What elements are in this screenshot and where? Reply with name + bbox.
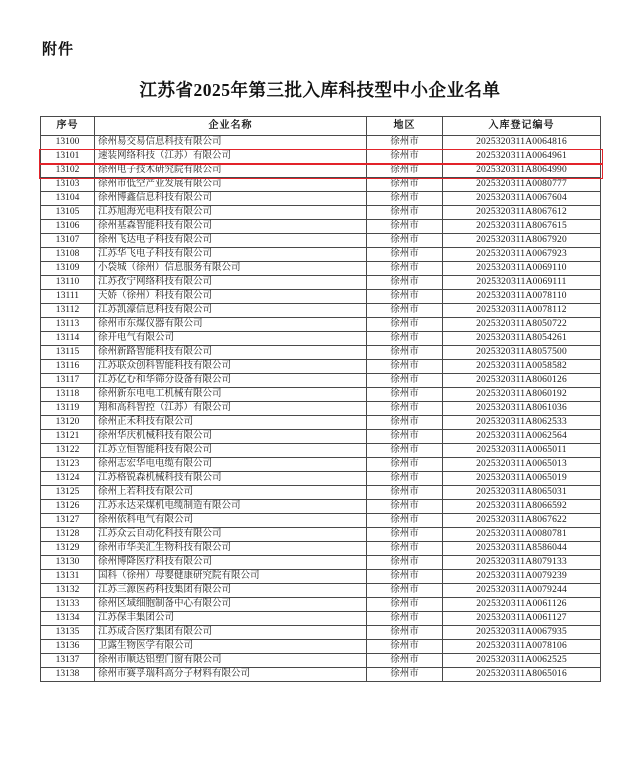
cell-code: 2025320311A0080777 [443,178,601,192]
cell-area: 徐州市 [367,332,443,346]
cell-code: 2025320311A8064990 [443,164,601,178]
cell-name: 江苏联众创科智能科技有限公司 [95,360,367,374]
cell-name: 徐州飞达电子科技有限公司 [95,234,367,248]
table-row [41,444,601,458]
cell-no: 13134 [41,612,95,626]
cell-no: 13113 [41,318,95,332]
table-row [41,416,601,430]
table-row [41,654,601,668]
table-row [41,262,601,276]
cell-area: 徐州市 [367,164,443,178]
cell-area: 徐州市 [367,178,443,192]
cell-code: 2025320311A0064816 [443,136,601,150]
cell-name: 徐州市华美汇生物科技有限公司 [95,542,367,556]
cell-name: 徐州志宏华电电缆有限公司 [95,458,367,472]
table-row [41,472,601,486]
cell-code: 2025320311A0067604 [443,192,601,206]
cell-name: 徐州博降医疗科技有限公司 [95,556,367,570]
cell-name: 徐州新东电电工机械有限公司 [95,388,367,402]
table-row [41,570,601,584]
table-row [41,514,601,528]
cell-area: 徐州市 [367,654,443,668]
cell-area: 徐州市 [367,374,443,388]
cell-name: 徐州市低空产业发展有限公司 [95,178,367,192]
cell-no: 13132 [41,584,95,598]
cell-area: 徐州市 [367,304,443,318]
cell-name: 江苏孜宁网络科技有限公司 [95,276,367,290]
cell-area: 徐州市 [367,192,443,206]
table-row [41,192,601,206]
table-row [41,486,601,500]
table-header-row [41,117,601,136]
cell-area: 徐州市 [367,472,443,486]
cell-no: 13129 [41,542,95,556]
cell-area: 徐州市 [367,486,443,500]
cell-area: 徐州市 [367,150,443,164]
table-row [41,500,601,514]
cell-no: 13117 [41,374,95,388]
cell-no: 13101 [41,150,95,164]
cell-no: 13114 [41,332,95,346]
table-row [41,430,601,444]
cell-area: 徐州市 [367,556,443,570]
cell-name: 江苏立恒智能科技有限公司 [95,444,367,458]
table-row [41,234,601,248]
cell-code: 2025320311A8067615 [443,220,601,234]
enterprise-list-table [40,116,601,682]
attachment-label: 附件 [42,42,75,58]
table-row [41,626,601,640]
cell-code: 2025320311A0065011 [443,444,601,458]
cell-name: 江苏亿む和华筛分设备有限公司 [95,374,367,388]
cell-no: 13130 [41,556,95,570]
cell-name: 江苏凯濠信息科技有限公司 [95,304,367,318]
cell-code: 2025320311A0065019 [443,472,601,486]
cell-name: 徐开电气有限公司 [95,332,367,346]
cell-area: 徐州市 [367,402,443,416]
cell-no: 13110 [41,276,95,290]
column-header-name: 企业名称 [95,117,367,136]
cell-name: 江苏旭海光电科技有限公司 [95,206,367,220]
column-header-no: 序号 [41,117,95,136]
column-header-area: 地区 [367,117,443,136]
cell-code: 2025320311A8066592 [443,500,601,514]
cell-name: 江苏成合医疗集团有限公司 [95,626,367,640]
cell-area: 徐州市 [367,262,443,276]
cell-name: 徐州市赛孚瑞科高分子材料有限公司 [95,668,367,682]
cell-no: 13102 [41,164,95,178]
cell-no: 13106 [41,220,95,234]
cell-code: 2025320311A8050722 [443,318,601,332]
table-row [41,668,601,682]
cell-area: 徐州市 [367,528,443,542]
table-row [41,206,601,220]
cell-no: 13135 [41,626,95,640]
table-row [41,612,601,626]
cell-code: 2025320311A8062533 [443,416,601,430]
cell-no: 13103 [41,178,95,192]
cell-no: 13104 [41,192,95,206]
cell-code: 2025320311A0061127 [443,612,601,626]
cell-no: 13127 [41,514,95,528]
cell-name: 徐州市顺达铝塑门窗有限公司 [95,654,367,668]
cell-name: 徐州正禾科技有限公司 [95,416,367,430]
table-body [41,136,601,682]
cell-no: 13120 [41,416,95,430]
cell-name: 徐州易交易信息科技有限公司 [95,136,367,150]
cell-code: 2025320311A0062525 [443,654,601,668]
cell-area: 徐州市 [367,640,443,654]
cell-no: 13115 [41,346,95,360]
column-header-code: 入库登记编号 [443,117,601,136]
cell-no: 13112 [41,304,95,318]
table-row [41,346,601,360]
cell-code: 2025320311A8079133 [443,556,601,570]
cell-name: 江苏格锐森机械科技有限公司 [95,472,367,486]
cell-area: 徐州市 [367,444,443,458]
cell-code: 2025320311A0078110 [443,290,601,304]
cell-code: 2025320311A0069111 [443,276,601,290]
cell-code: 2025320311A0064961 [443,150,601,164]
table-row [41,276,601,290]
cell-area: 徐州市 [367,220,443,234]
cell-no: 13137 [41,654,95,668]
cell-code: 2025320311A8067612 [443,206,601,220]
cell-no: 13124 [41,472,95,486]
cell-area: 徐州市 [367,136,443,150]
table-row [41,528,601,542]
cell-name: 江苏众云自动化科技有限公司 [95,528,367,542]
cell-code: 2025320311A8065031 [443,486,601,500]
cell-no: 13138 [41,668,95,682]
cell-name: 徐州基森智能科技有限公司 [95,220,367,234]
cell-code: 2025320311A0078106 [443,640,601,654]
cell-no: 13108 [41,248,95,262]
cell-name: 小袋城（徐州）信息服务有限公司 [95,262,367,276]
cell-area: 徐州市 [367,500,443,514]
cell-area: 徐州市 [367,598,443,612]
cell-name: 徐州上若科技有限公司 [95,486,367,500]
table-row [41,304,601,318]
table-row [41,388,601,402]
cell-name: 徐州依科电气有限公司 [95,514,367,528]
cell-no: 13123 [41,458,95,472]
cell-area: 徐州市 [367,360,443,374]
cell-area: 徐州市 [367,276,443,290]
cell-name: 徐州华庆机械科技有限公司 [95,430,367,444]
cell-area: 徐州市 [367,206,443,220]
cell-name: 徐州区域细胞制备中心有限公司 [95,598,367,612]
table-row [41,178,601,192]
cell-no: 13111 [41,290,95,304]
cell-code: 2025320311A0067935 [443,626,601,640]
table-row [41,150,601,164]
cell-name: 江苏永达采煤机电缆制造有限公司 [95,500,367,514]
cell-code: 2025320311A8067622 [443,514,601,528]
table-row [41,318,601,332]
cell-no: 13116 [41,360,95,374]
cell-name: 江苏华飞电子科技有限公司 [95,248,367,262]
table-row [41,220,601,234]
table-row [41,164,601,178]
cell-area: 徐州市 [367,234,443,248]
cell-no: 13133 [41,598,95,612]
cell-code: 2025320311A0080781 [443,528,601,542]
cell-no: 13121 [41,430,95,444]
cell-code: 2025320311A0062564 [443,430,601,444]
cell-name: 卫露生物医学有限公司 [95,640,367,654]
cell-area: 徐州市 [367,584,443,598]
table-row [41,556,601,570]
cell-area: 徐州市 [367,388,443,402]
cell-no: 13136 [41,640,95,654]
cell-area: 徐州市 [367,542,443,556]
cell-area: 徐州市 [367,514,443,528]
cell-area: 徐州市 [367,570,443,584]
cell-name: 徐州电子技术研究院有限公司 [95,164,367,178]
cell-code: 2025320311A8060192 [443,388,601,402]
cell-code: 2025320311A0069110 [443,262,601,276]
cell-code: 2025320311A0079239 [443,570,601,584]
cell-area: 徐州市 [367,458,443,472]
cell-code: 2025320311A0065013 [443,458,601,472]
table-row [41,136,601,150]
page-title: 江苏省2025年第三批入库科技型中小企业名单 [139,80,501,100]
cell-code: 2025320311A8067920 [443,234,601,248]
cell-code: 2025320311A8065016 [443,668,601,682]
cell-area: 徐州市 [367,612,443,626]
cell-area: 徐州市 [367,668,443,682]
cell-area: 徐州市 [367,430,443,444]
table-row [41,248,601,262]
cell-area: 徐州市 [367,416,443,430]
table-row [41,640,601,654]
cell-no: 13119 [41,402,95,416]
cell-name: 速装网络科技（江苏）有限公司 [95,150,367,164]
cell-no: 13109 [41,262,95,276]
cell-code: 2025320311A8054261 [443,332,601,346]
cell-name: 江苏三源医药科技集团有限公司 [95,584,367,598]
cell-name: 天娇（徐州）科技有限公司 [95,290,367,304]
cell-code: 2025320311A8060126 [443,374,601,388]
table-row [41,458,601,472]
table-row [41,598,601,612]
cell-area: 徐州市 [367,248,443,262]
cell-name: 徐州市东煤仪器有限公司 [95,318,367,332]
cell-code: 2025320311A8057500 [443,346,601,360]
cell-no: 13100 [41,136,95,150]
table-row [41,290,601,304]
cell-area: 徐州市 [367,318,443,332]
cell-code: 2025320311A0079244 [443,584,601,598]
cell-code: 2025320311A0067923 [443,248,601,262]
table-row [41,402,601,416]
cell-area: 徐州市 [367,346,443,360]
table-row [41,360,601,374]
cell-code: 2025320311A0058582 [443,360,601,374]
cell-no: 13107 [41,234,95,248]
table-row [41,542,601,556]
cell-area: 徐州市 [367,290,443,304]
table-row [41,332,601,346]
cell-name: 江苏保丰集团公司 [95,612,367,626]
cell-code: 2025320311A8061036 [443,402,601,416]
cell-code: 2025320311A0061126 [443,598,601,612]
cell-no: 13105 [41,206,95,220]
cell-code: 2025320311A8586044 [443,542,601,556]
cell-name: 徐州新路智能科技有限公司 [95,346,367,360]
cell-area: 徐州市 [367,626,443,640]
cell-name: 翔和高科智控（江苏）有限公司 [95,402,367,416]
cell-no: 13125 [41,486,95,500]
table-row [41,374,601,388]
cell-no: 13128 [41,528,95,542]
cell-code: 2025320311A0078112 [443,304,601,318]
table-row [41,584,601,598]
cell-no: 13122 [41,444,95,458]
cell-no: 13126 [41,500,95,514]
cell-name: 国科（徐州）母婴健康研究院有限公司 [95,570,367,584]
cell-name: 徐州博鑫信息科技有限公司 [95,192,367,206]
cell-no: 13131 [41,570,95,584]
cell-no: 13118 [41,388,95,402]
